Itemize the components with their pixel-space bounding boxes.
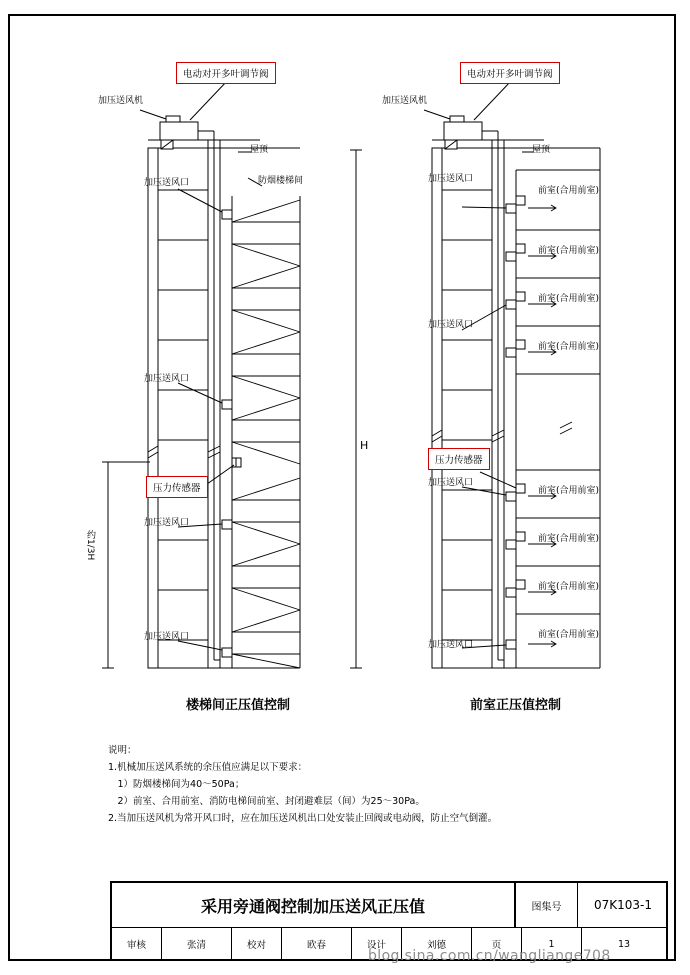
signoff-value-4: 13 [617,938,631,950]
signoff-label-1: 校对 [232,928,282,960]
left-fan-label: 加压送风机 [98,96,144,106]
signoff-value-1: 欧春 [282,928,352,960]
sheet-code-label: 图集号 [516,883,578,928]
right-supply-label-1: 加压送风口 [428,174,474,184]
signoff-value-3: 1 [522,928,582,960]
left-supply-label-3: 加压送风口 [144,518,190,528]
sheet-code-value: 07K103-1 [578,883,668,928]
right-room-label-1: 前室(合用前室) [538,186,600,196]
left-height-dim-label: H [360,439,369,452]
left-pressure-sensor-box: 压力传感器 [146,476,208,498]
sheet-title: 采用旁通阀控制加压送风正压值 [112,883,516,928]
right-room-label-8: 前室(合用前室) [538,630,600,640]
notes-line-2: 1）防烟楼梯间为40～50Pa； [108,779,245,790]
right-room-label-3: 前室(合用前室) [538,294,600,304]
left-caption: 楼梯间正压值控制 [186,698,291,713]
right-room-label-2: 前室(合用前室) [538,246,600,256]
left-supply-label-1: 加压送风口 [144,178,190,188]
right-supply-label-3: 加压送风口 [428,478,474,488]
right-room-label-6: 前室(合用前室) [538,534,600,544]
signoff-label-0: 审核 [112,928,162,960]
right-roof-label: 屋顶 [532,145,551,155]
left-third-height-dim-label: 约1/3H [85,530,95,561]
right-pressure-sensor-box: 压力传感器 [428,448,490,470]
right-supply-label-4: 加压送风口 [428,640,474,650]
right-room-label-4: 前室(合用前室) [538,342,600,352]
right-room-label-5: 前室(合用前室) [538,486,600,496]
notes-line-4: 2.当加压送风机为常开风口时，应在加压送风机出口处安装止回阀或电动阀，防止空气倒灌。 [108,813,498,824]
right-fan-label: 加压送风机 [382,96,428,106]
signoff-value-2: 刘德 [402,928,472,960]
signoff-label-3: 页 [472,928,522,960]
left-roof-label: 屋顶 [250,145,269,155]
notes-line-3: 2）前室、合用前室、消防电梯间前室、封闭避难层（间）为25～30Pa。 [108,796,425,807]
signoff-value-0: 张清 [162,928,232,960]
notes-line-1: 1.机械加压送风系统的余压值应满足以下要求： [108,762,308,773]
left-damper-red-box: 电动对开多叶调节阀 [176,62,276,84]
left-supply-label-2: 加压送风口 [144,374,190,384]
watermark-text: blog.sina.com.cn/wangliange708 [368,948,611,964]
signoff-label-2: 设计 [352,928,402,960]
right-damper-red-box: 电动对开多叶调节阀 [460,62,560,84]
right-supply-label-2: 加压送风口 [428,320,474,330]
notes-heading: 说明： [108,745,137,756]
right-room-label-7: 前室(合用前室) [538,582,600,592]
left-supply-label-4: 加压送风口 [144,632,190,642]
notes-block [108,742,628,827]
right-caption: 前室正压值控制 [470,698,562,713]
left-shaft-label: 防烟楼梯间 [258,176,304,186]
